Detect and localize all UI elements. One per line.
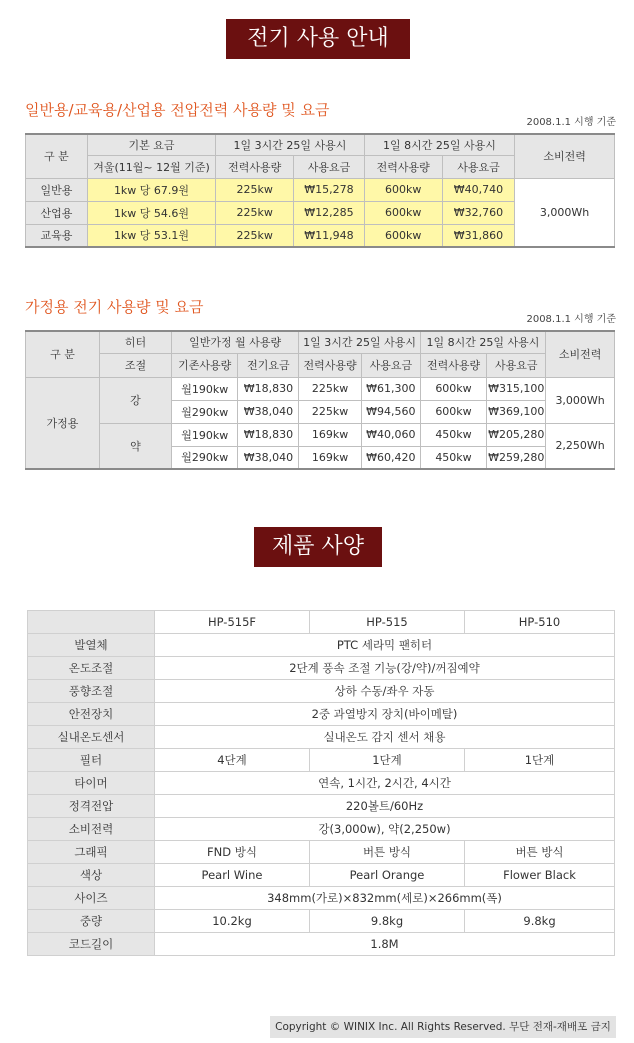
table-row bbox=[26, 423, 615, 446]
cell: 월290kw bbox=[171, 400, 238, 423]
cell: 225kw bbox=[216, 178, 294, 201]
spec-label: 소비전력 bbox=[28, 818, 155, 841]
spec-row bbox=[28, 933, 615, 956]
spec-label: 정격전압 bbox=[28, 795, 155, 818]
cell: ₩60,420 bbox=[361, 446, 420, 469]
spec-row bbox=[28, 749, 615, 772]
cell: ₩31,860 bbox=[442, 224, 514, 247]
spec-label: 실내온도센서 bbox=[28, 726, 155, 749]
spec-label: 코드길이 bbox=[28, 933, 155, 956]
h-fee-8h: 사용요금 bbox=[487, 353, 546, 377]
cell: 600kw bbox=[364, 224, 442, 247]
cell: 월190kw bbox=[171, 377, 238, 400]
cell: 600kw bbox=[420, 377, 487, 400]
spec-value: 연속, 1시간, 2시간, 4시간 bbox=[155, 772, 615, 795]
cell: ₩369,100 bbox=[487, 400, 546, 423]
cell: 1kw 당 53.1원 bbox=[87, 224, 215, 247]
cell: 600kw bbox=[364, 178, 442, 201]
weak-label: 약 bbox=[99, 423, 171, 469]
commercial-rate-table bbox=[25, 133, 615, 248]
spec-corner bbox=[28, 611, 155, 634]
cell: 1kw 당 67.9원 bbox=[87, 178, 215, 201]
spec-row bbox=[28, 795, 615, 818]
table-row bbox=[26, 178, 615, 201]
spec-value: 9.8kg bbox=[310, 910, 465, 933]
spec-value: FND 방식 bbox=[155, 841, 310, 864]
spec-value: 348mm(가로)×832mm(세로)×266mm(폭) bbox=[155, 887, 615, 910]
spec-value: 버튼 방식 bbox=[310, 841, 465, 864]
cell: 225kw bbox=[216, 201, 294, 224]
spec-row bbox=[28, 864, 615, 887]
spec-value: 2단계 풍속 조절 기능(강/약)/꺼짐예약 bbox=[155, 657, 615, 680]
spec-row bbox=[28, 657, 615, 680]
model-header: HP-515F bbox=[155, 611, 310, 634]
row-name: 일반용 bbox=[26, 178, 88, 201]
h-normal: 일반가정 월 사용량 bbox=[171, 331, 298, 353]
spec-value: 1단계 bbox=[310, 749, 465, 772]
product-spec-banner: 제품 사양 bbox=[254, 527, 382, 567]
cell: 169kw bbox=[299, 446, 362, 469]
cell: ₩315,100 bbox=[487, 377, 546, 400]
spec-label: 필터 bbox=[28, 749, 155, 772]
h-fee-3h: 사용요금 bbox=[361, 353, 420, 377]
spec-label: 중량 bbox=[28, 910, 155, 933]
strong-power: 3,000Wh bbox=[546, 377, 615, 423]
product-spec-table bbox=[27, 610, 615, 956]
h-existing: 기존사용량 bbox=[171, 353, 238, 377]
cell: ₩205,280 bbox=[487, 423, 546, 446]
spec-row bbox=[28, 818, 615, 841]
cell: 월290kw bbox=[171, 446, 238, 469]
cell: 169kw bbox=[299, 423, 362, 446]
spec-row bbox=[28, 726, 615, 749]
cell: 1kw 당 54.6원 bbox=[87, 201, 215, 224]
spec-value: 1.8M bbox=[155, 933, 615, 956]
spec-row bbox=[28, 634, 615, 657]
spec-value: 2중 과열방지 장치(바이메탈) bbox=[155, 703, 615, 726]
household-rate-table bbox=[25, 330, 615, 470]
cell: ₩18,830 bbox=[238, 423, 299, 446]
cell: 450kw bbox=[420, 423, 487, 446]
spec-value: 9.8kg bbox=[465, 910, 615, 933]
spec-label: 풍향조절 bbox=[28, 680, 155, 703]
h-usage-3h: 전력사용량 bbox=[216, 155, 294, 178]
spec-value: 220볼트/60Hz bbox=[155, 795, 615, 818]
h-category: 구 분 bbox=[26, 134, 88, 178]
strong-label: 강 bbox=[99, 377, 171, 423]
spec-label: 발열체 bbox=[28, 634, 155, 657]
copyright-notice: Copyright © WINIX Inc. All Rights Reserved. 무단 전재-재배포 금지 bbox=[270, 1016, 616, 1038]
h-3h: 1일 3시간 25일 사용시 bbox=[216, 134, 365, 155]
cell: 225kw bbox=[216, 224, 294, 247]
h-usage-3h: 전력사용량 bbox=[299, 353, 362, 377]
h-usage-8h: 전력사용량 bbox=[364, 155, 442, 178]
h-power: 소비전력 bbox=[515, 134, 615, 178]
model-header: HP-515 bbox=[310, 611, 465, 634]
h-base: 기본 요금 bbox=[87, 134, 215, 155]
power-value: 3,000Wh bbox=[515, 178, 615, 247]
cell: ₩61,300 bbox=[361, 377, 420, 400]
h-control: 조절 bbox=[99, 353, 171, 377]
spec-value: 4단계 bbox=[155, 749, 310, 772]
cell: ₩38,040 bbox=[238, 400, 299, 423]
table-row bbox=[26, 377, 615, 400]
cell: ₩94,560 bbox=[361, 400, 420, 423]
h-category: 구 분 bbox=[26, 331, 100, 377]
spec-value: 10.2kg bbox=[155, 910, 310, 933]
spec-value: 버튼 방식 bbox=[465, 841, 615, 864]
spec-value: Flower Black bbox=[465, 864, 615, 887]
spec-label: 온도조절 bbox=[28, 657, 155, 680]
cell: ₩38,040 bbox=[238, 446, 299, 469]
h-heater: 히터 bbox=[99, 331, 171, 353]
h-8h: 1일 8시간 25일 사용시 bbox=[420, 331, 545, 353]
cell: 225kw bbox=[299, 377, 362, 400]
spec-value: PTC 세라믹 팬히터 bbox=[155, 634, 615, 657]
cell: ₩18,830 bbox=[238, 377, 299, 400]
cell: 월190kw bbox=[171, 423, 238, 446]
electricity-guide-banner: 전기 사용 안내 bbox=[226, 19, 410, 59]
cell: ₩32,760 bbox=[442, 201, 514, 224]
spec-row bbox=[28, 772, 615, 795]
weak-power: 2,250Wh bbox=[546, 423, 615, 469]
cell: 450kw bbox=[420, 446, 487, 469]
section1-effective-date: 2008.1.1 시행 기준 bbox=[526, 117, 616, 128]
cell: 600kw bbox=[420, 400, 487, 423]
cell: ₩40,740 bbox=[442, 178, 514, 201]
section2-title: 가정용 전기 사용량 및 요금 bbox=[25, 298, 204, 316]
spec-value: 강(3,000w), 약(2,250w) bbox=[155, 818, 615, 841]
row-name: 교육용 bbox=[26, 224, 88, 247]
spec-label: 색상 bbox=[28, 864, 155, 887]
home-label: 가정용 bbox=[26, 377, 100, 469]
spec-label: 안전장치 bbox=[28, 703, 155, 726]
spec-row bbox=[28, 887, 615, 910]
h-fee-8h: 사용요금 bbox=[442, 155, 514, 178]
cell: 225kw bbox=[299, 400, 362, 423]
cell: ₩15,278 bbox=[294, 178, 365, 201]
spec-row bbox=[28, 680, 615, 703]
cell: ₩259,280 bbox=[487, 446, 546, 469]
h-fee-3h: 사용요금 bbox=[294, 155, 365, 178]
spec-value: 상하 수동/좌우 자동 bbox=[155, 680, 615, 703]
h-base-sub: 겨울(11월~ 12월 기준) bbox=[87, 155, 215, 178]
spec-label: 타이머 bbox=[28, 772, 155, 795]
cell: ₩12,285 bbox=[294, 201, 365, 224]
section2-effective-date: 2008.1.1 시행 기준 bbox=[526, 314, 616, 325]
spec-row bbox=[28, 841, 615, 864]
spec-value: 1단계 bbox=[465, 749, 615, 772]
spec-label: 사이즈 bbox=[28, 887, 155, 910]
spec-value: Pearl Orange bbox=[310, 864, 465, 887]
h-power: 소비전력 bbox=[546, 331, 615, 377]
h-3h: 1일 3시간 25일 사용시 bbox=[299, 331, 420, 353]
spec-label: 그래픽 bbox=[28, 841, 155, 864]
spec-value: 실내온도 감지 센서 채용 bbox=[155, 726, 615, 749]
model-header: HP-510 bbox=[465, 611, 615, 634]
row-name: 산업용 bbox=[26, 201, 88, 224]
spec-value: Pearl Wine bbox=[155, 864, 310, 887]
cell: ₩40,060 bbox=[361, 423, 420, 446]
cell: ₩11,948 bbox=[294, 224, 365, 247]
h-usage-8h: 전력사용량 bbox=[420, 353, 487, 377]
cell: 600kw bbox=[364, 201, 442, 224]
h-8h: 1일 8시간 25일 사용시 bbox=[364, 134, 514, 155]
section1-title: 일반용/교육용/산업용 전압전력 사용량 및 요금 bbox=[25, 101, 330, 119]
spec-row bbox=[28, 703, 615, 726]
h-elec-fee: 전기요금 bbox=[238, 353, 299, 377]
spec-row bbox=[28, 910, 615, 933]
